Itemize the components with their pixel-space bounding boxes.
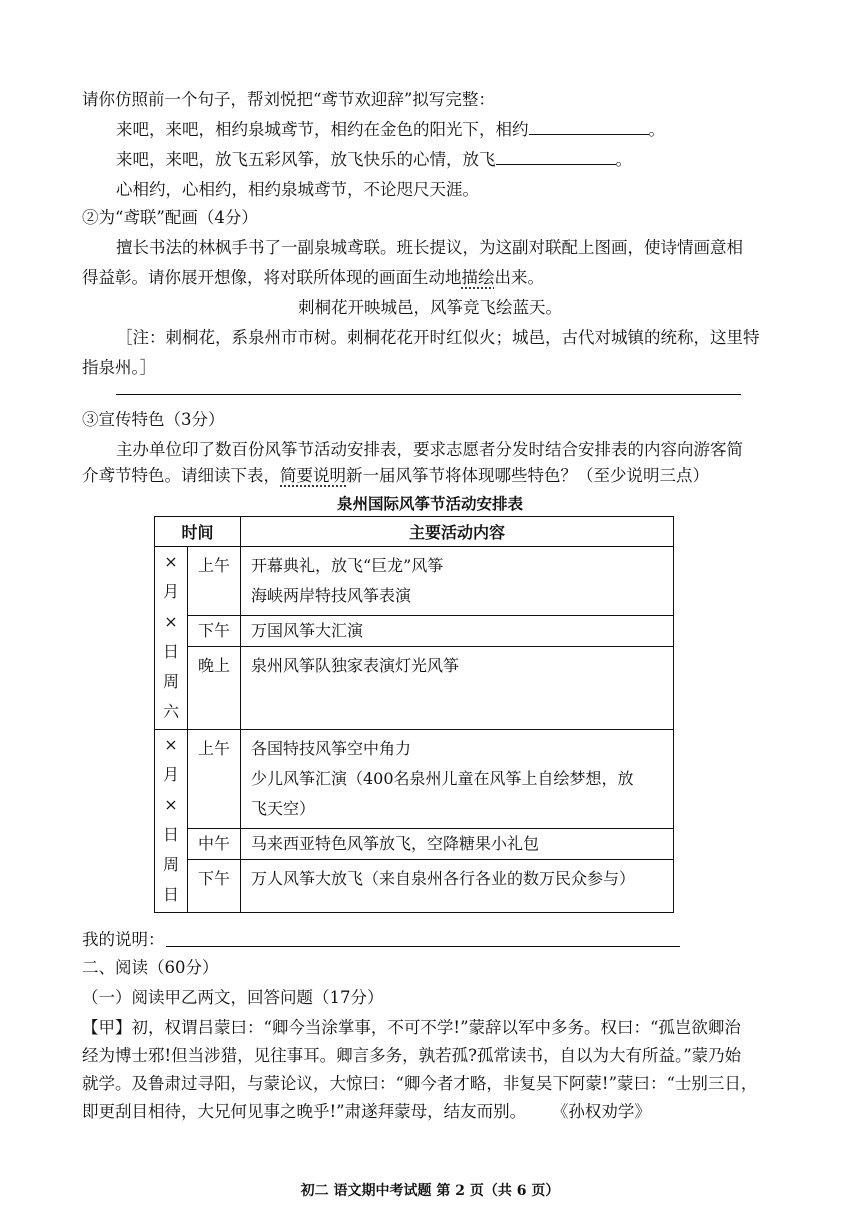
question-3-heading: ③宣传特色（3分） xyxy=(82,410,225,429)
note-line-1: ［注：刺桐花，系泉州市市树。刺桐花花开时红似火；城邑，古代对城镇的统称，这里特 xyxy=(116,328,760,347)
subsection-1-heading: （一）阅读甲乙两文，回答问题（17分） xyxy=(82,988,384,1007)
couplet: 刺桐花开映城邑，风筝竞飞绘蓝天。 xyxy=(298,298,562,317)
period-cell: 中午 xyxy=(188,829,241,860)
saturday-date: × 月 × 日 周 六 xyxy=(155,547,188,730)
period-mark: 。 xyxy=(648,120,665,139)
activity-cell: 各国特技风筝空中角力 少儿风筝汇演（400名泉州儿童在风筝上自绘梦想，放 飞天空） xyxy=(241,730,674,829)
body-text: 新一届风筝节将体现哪些特色？（至少说明三点） xyxy=(346,466,709,485)
table-header-time: 时间 xyxy=(155,517,241,547)
question-2-heading: ②为“鸢联”配画（4分） xyxy=(82,208,258,227)
welcome-line-1 xyxy=(116,118,665,142)
emphasis-text: 描绘 xyxy=(461,268,495,287)
body-text: 出来。 xyxy=(494,268,544,287)
passage-line-2: 经为博士邪!但当涉猎，见往事耳。卿言多务，孰若孤?孤常读书，自以为大有所益。”蒙乃始 xyxy=(82,1046,742,1065)
period-cell: 上午 xyxy=(188,730,241,829)
body-text: 介鸢节特色。请细读下表， xyxy=(82,466,280,485)
activity-cell: 泉州风筝队独家表演灯光风筝 xyxy=(241,647,674,730)
page-footer: 初二 语文期中考试题 第 2 页（共 6 页） xyxy=(300,1183,560,1199)
my-note-answer-line[interactable] xyxy=(166,946,680,947)
period-cell: 下午 xyxy=(188,860,241,913)
passage-text: 即更刮目相待，大兄何见事之晚乎!”肃遂拜蒙母，结友而别。 xyxy=(82,1102,527,1121)
instruction-line: 请你仿照前一个句子，帮刘悦把“鸢节欢迎辞”拟写完整： xyxy=(82,90,495,109)
activity-cell: 马来西亚特色风筝放飞，空降糖果小礼包 xyxy=(241,829,674,860)
emphasis-text: 简要说明 xyxy=(280,466,346,485)
note-line-2: 指泉州。］ xyxy=(82,358,157,377)
body-text: 得益彰。请你展开想像，将对联所体现的画面生动地 xyxy=(82,268,462,287)
question-3-body-1: 主办单位印了数百份风筝节活动安排表，要求志愿者分发时结合安排表的内容向游客简 xyxy=(116,440,743,459)
sunday-date: × 月 × 日 周 日 xyxy=(155,730,188,913)
passage-line-1: 【甲】初，权谓吕蒙曰：“卿今当涂掌事，不可不学!”蒙辞以军中多务。权曰：“孤岂欲卿治 xyxy=(82,1018,741,1037)
period-cell: 上午 xyxy=(188,547,241,616)
passage-line-3: 就学。及鲁肃过寻阳，与蒙论议，大惊曰：“卿今者才略，非复吴下阿蒙!”蒙曰：“士别三日， xyxy=(82,1074,758,1093)
my-note-label: 我的说明： xyxy=(82,930,165,949)
welcome-line-1-text: 来吧，来吧，相约泉城鸢节，相约在金色的阳光下，相约 xyxy=(116,120,529,139)
answer-blank-1[interactable] xyxy=(529,118,649,135)
welcome-line-2 xyxy=(116,148,632,172)
question-2-body-2 xyxy=(82,266,544,290)
schedule-table xyxy=(154,516,674,913)
period-mark: 。 xyxy=(615,150,632,169)
activity-cell: 开幕典礼，放飞“巨龙”风筝 海峡两岸特技风筝表演 xyxy=(241,547,674,616)
welcome-line-2-text: 来吧，来吧，放飞五彩风筝，放飞快乐的心情，放飞 xyxy=(116,150,496,169)
table-header-content: 主要活动内容 xyxy=(241,517,674,547)
question-3-body-2 xyxy=(82,464,709,488)
section-2-heading: 二、阅读（60分） xyxy=(82,958,219,977)
period-cell: 下午 xyxy=(188,616,241,647)
answer-blank-2[interactable] xyxy=(496,148,616,165)
period-cell: 晚上 xyxy=(188,647,241,730)
passage-source: 《孙权劝学》 xyxy=(560,1102,651,1121)
question-2-body-1: 擅长书法的林枫手书了一副泉城鸢联。班长提议，为这副对联配上图画，使诗情画意相 xyxy=(116,238,743,257)
answer-line[interactable] xyxy=(116,394,741,395)
activity-cell: 万国风筝大汇演 xyxy=(241,616,674,647)
welcome-line-3: 心相约，心相约，相约泉城鸢节，不论咫尺天涯。 xyxy=(116,180,479,199)
table-title: 泉州国际风筝节活动安排表 xyxy=(336,494,523,513)
activity-cell: 万人风筝大放飞（来自泉州各行各业的数万民众参与） xyxy=(241,860,674,913)
passage-line-4 xyxy=(82,1100,651,1124)
